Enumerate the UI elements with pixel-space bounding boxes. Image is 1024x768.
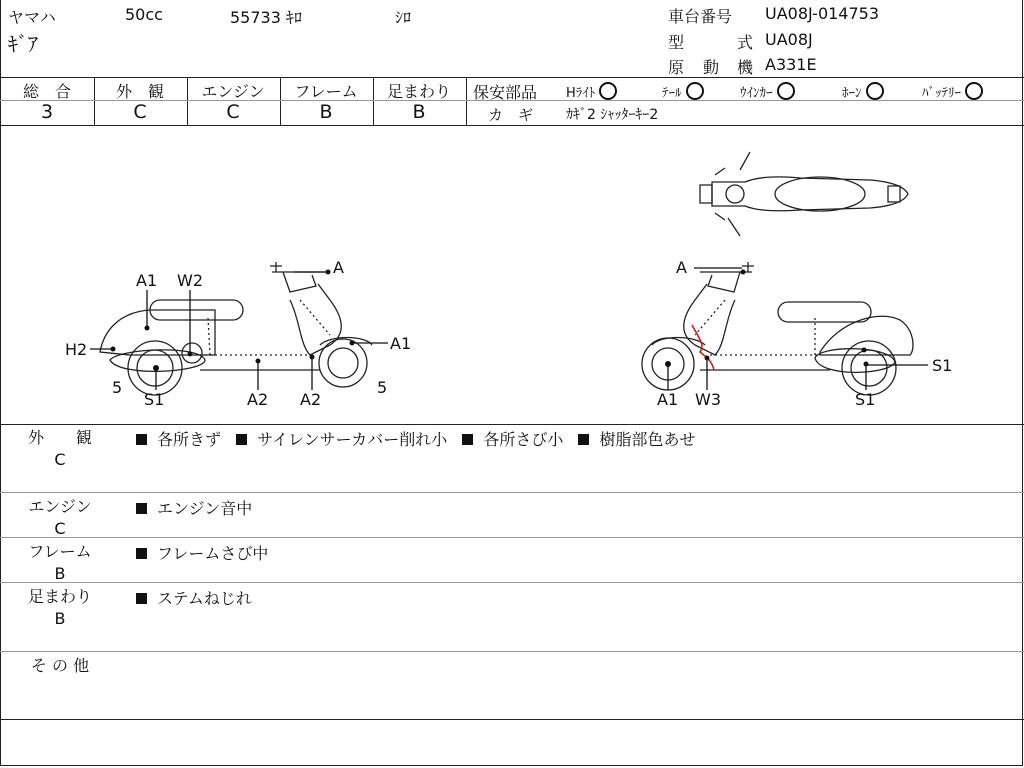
notes-divider bbox=[0, 492, 1024, 493]
note-item: ステムねじれ bbox=[157, 589, 252, 608]
bullet-square-icon bbox=[462, 434, 473, 445]
diagram-label: W2 bbox=[177, 271, 203, 290]
safety-item bbox=[842, 82, 884, 101]
cat-label: 足まわり bbox=[27, 587, 92, 606]
rating-label-engine: エンジン bbox=[201, 82, 265, 101]
headlight-label: Hﾗｲﾄ bbox=[566, 86, 596, 101]
bullet-square-icon bbox=[136, 548, 147, 559]
note-item: サイレンサーカバー削れ小 bbox=[257, 430, 448, 449]
notes-divider bbox=[0, 651, 1024, 652]
rating-label-total: 総 合 bbox=[22, 82, 71, 101]
diagram-label: S1 bbox=[932, 356, 953, 375]
note-item: エンジン音中 bbox=[157, 499, 253, 518]
cat-label: そ の 他 bbox=[30, 656, 90, 675]
diagram-bottom-line bbox=[0, 424, 1024, 425]
safety-item bbox=[662, 82, 704, 101]
displacement: 50cc bbox=[125, 5, 163, 24]
cat-label: エンジン bbox=[28, 497, 92, 516]
diagram-label: A1 bbox=[390, 334, 412, 353]
model-name: ｷﾞｱ bbox=[8, 32, 38, 56]
diagram-label: S1 bbox=[144, 390, 165, 409]
safety-item bbox=[566, 82, 617, 101]
top-view-outline bbox=[700, 152, 908, 236]
type-label-1: 型 bbox=[668, 33, 685, 52]
note-item: フレームさび中 bbox=[157, 544, 269, 563]
taillight-label: ﾃｰﾙ bbox=[662, 86, 682, 101]
notes-category-engine bbox=[0, 496, 120, 540]
type-value: UA08J bbox=[765, 30, 813, 49]
diagram-label: 5 bbox=[112, 378, 123, 397]
cat-grade: B bbox=[54, 609, 66, 628]
bullet-square-icon bbox=[136, 593, 147, 604]
cat-label: 外 観 bbox=[27, 428, 92, 447]
diagram-label: A2 bbox=[300, 390, 322, 409]
notes-bottom-line bbox=[0, 719, 1024, 720]
note-item: 各所きず bbox=[157, 430, 222, 449]
winker-label: ｳｲﾝｶｰ bbox=[740, 86, 773, 101]
cat-grade: C bbox=[54, 519, 66, 538]
diagram-label: A1 bbox=[657, 390, 679, 409]
color: ｼﾛ bbox=[395, 8, 412, 27]
diagram-label: 5 bbox=[377, 378, 388, 397]
diagram-label: A1 bbox=[136, 271, 158, 290]
diagram-label: W3 bbox=[695, 390, 721, 409]
engine-label-2: 動 bbox=[703, 58, 720, 77]
notes-engine bbox=[136, 496, 252, 519]
cat-grade: B bbox=[54, 564, 66, 583]
frame-no-label: 車台番号 bbox=[668, 7, 733, 26]
safety-label: 保安部品 bbox=[473, 83, 538, 102]
notes-category-other bbox=[0, 655, 120, 677]
bullet-square-icon bbox=[136, 434, 147, 445]
rating-label-suspension: 足まわり bbox=[386, 82, 451, 101]
damage-diagram bbox=[0, 126, 1024, 424]
engine-no: A331E bbox=[765, 55, 817, 74]
right-marker-dots bbox=[665, 270, 869, 368]
damage-scratch-mark bbox=[692, 325, 714, 370]
diagram-label-group bbox=[65, 258, 952, 409]
rating-value-engine: C bbox=[226, 101, 240, 123]
battery-label: ﾊﾞｯﾃﾘｰ bbox=[922, 86, 961, 101]
key-value: ｶｷﾞ2 ｼｬｯﾀｰｷｰ2 bbox=[566, 107, 659, 123]
bullet-square-icon bbox=[578, 434, 589, 445]
divider bbox=[466, 77, 467, 125]
rating-value-frame: B bbox=[319, 101, 333, 123]
ratings-top-line bbox=[0, 77, 1024, 78]
engine-label-3: 機 bbox=[737, 58, 754, 77]
rating-label-frame: フレーム bbox=[294, 82, 358, 101]
bullet-square-icon bbox=[136, 503, 147, 514]
diagram-label: S1 bbox=[855, 390, 876, 409]
frame-no: UA08J-014753 bbox=[765, 4, 880, 23]
left-leader-lines bbox=[90, 272, 388, 390]
notes-divider bbox=[0, 582, 1024, 583]
rating-value-exterior: C bbox=[133, 101, 147, 123]
ok-mark-icon bbox=[866, 82, 884, 100]
cat-grade: C bbox=[54, 450, 66, 469]
right-leader-lines bbox=[668, 268, 928, 390]
ok-mark-icon bbox=[686, 82, 704, 100]
diagram-label: A2 bbox=[247, 390, 269, 409]
engine-label-1: 原 bbox=[668, 58, 685, 77]
right-scooter-outline bbox=[642, 262, 913, 395]
diagram-label: H2 bbox=[65, 340, 88, 359]
notes-suspension bbox=[136, 586, 252, 609]
ok-mark-icon bbox=[599, 82, 617, 100]
diagram-label: A bbox=[676, 258, 687, 277]
notes-exterior bbox=[136, 427, 696, 450]
ok-mark-icon bbox=[777, 82, 795, 100]
note-item: 樹脂部色あせ bbox=[599, 430, 696, 449]
rating-value-total: 3 bbox=[40, 101, 54, 123]
notes-category-exterior bbox=[0, 427, 120, 471]
rating-value-suspension: B bbox=[412, 101, 426, 123]
safety-item bbox=[922, 82, 983, 101]
horn-label: ﾎｰﾝ bbox=[842, 86, 862, 101]
notes-category-suspension bbox=[0, 586, 120, 630]
safety-item bbox=[740, 82, 795, 101]
bullet-square-icon bbox=[236, 434, 247, 445]
notes-category-frame bbox=[0, 541, 120, 585]
cat-label: フレーム bbox=[28, 542, 92, 561]
key-label: カ ギ bbox=[488, 106, 534, 124]
rating-label-exterior: 外 観 bbox=[115, 82, 164, 101]
ok-mark-icon bbox=[965, 82, 983, 100]
maker: ヤマハ bbox=[8, 8, 56, 27]
notes-divider bbox=[0, 537, 1024, 538]
mileage: 55733 ｷﾛ bbox=[230, 8, 302, 27]
note-item: 各所さび小 bbox=[483, 430, 564, 449]
diagram-label: A bbox=[333, 258, 344, 277]
notes-frame bbox=[136, 541, 268, 564]
type-label-2: 式 bbox=[737, 33, 754, 52]
